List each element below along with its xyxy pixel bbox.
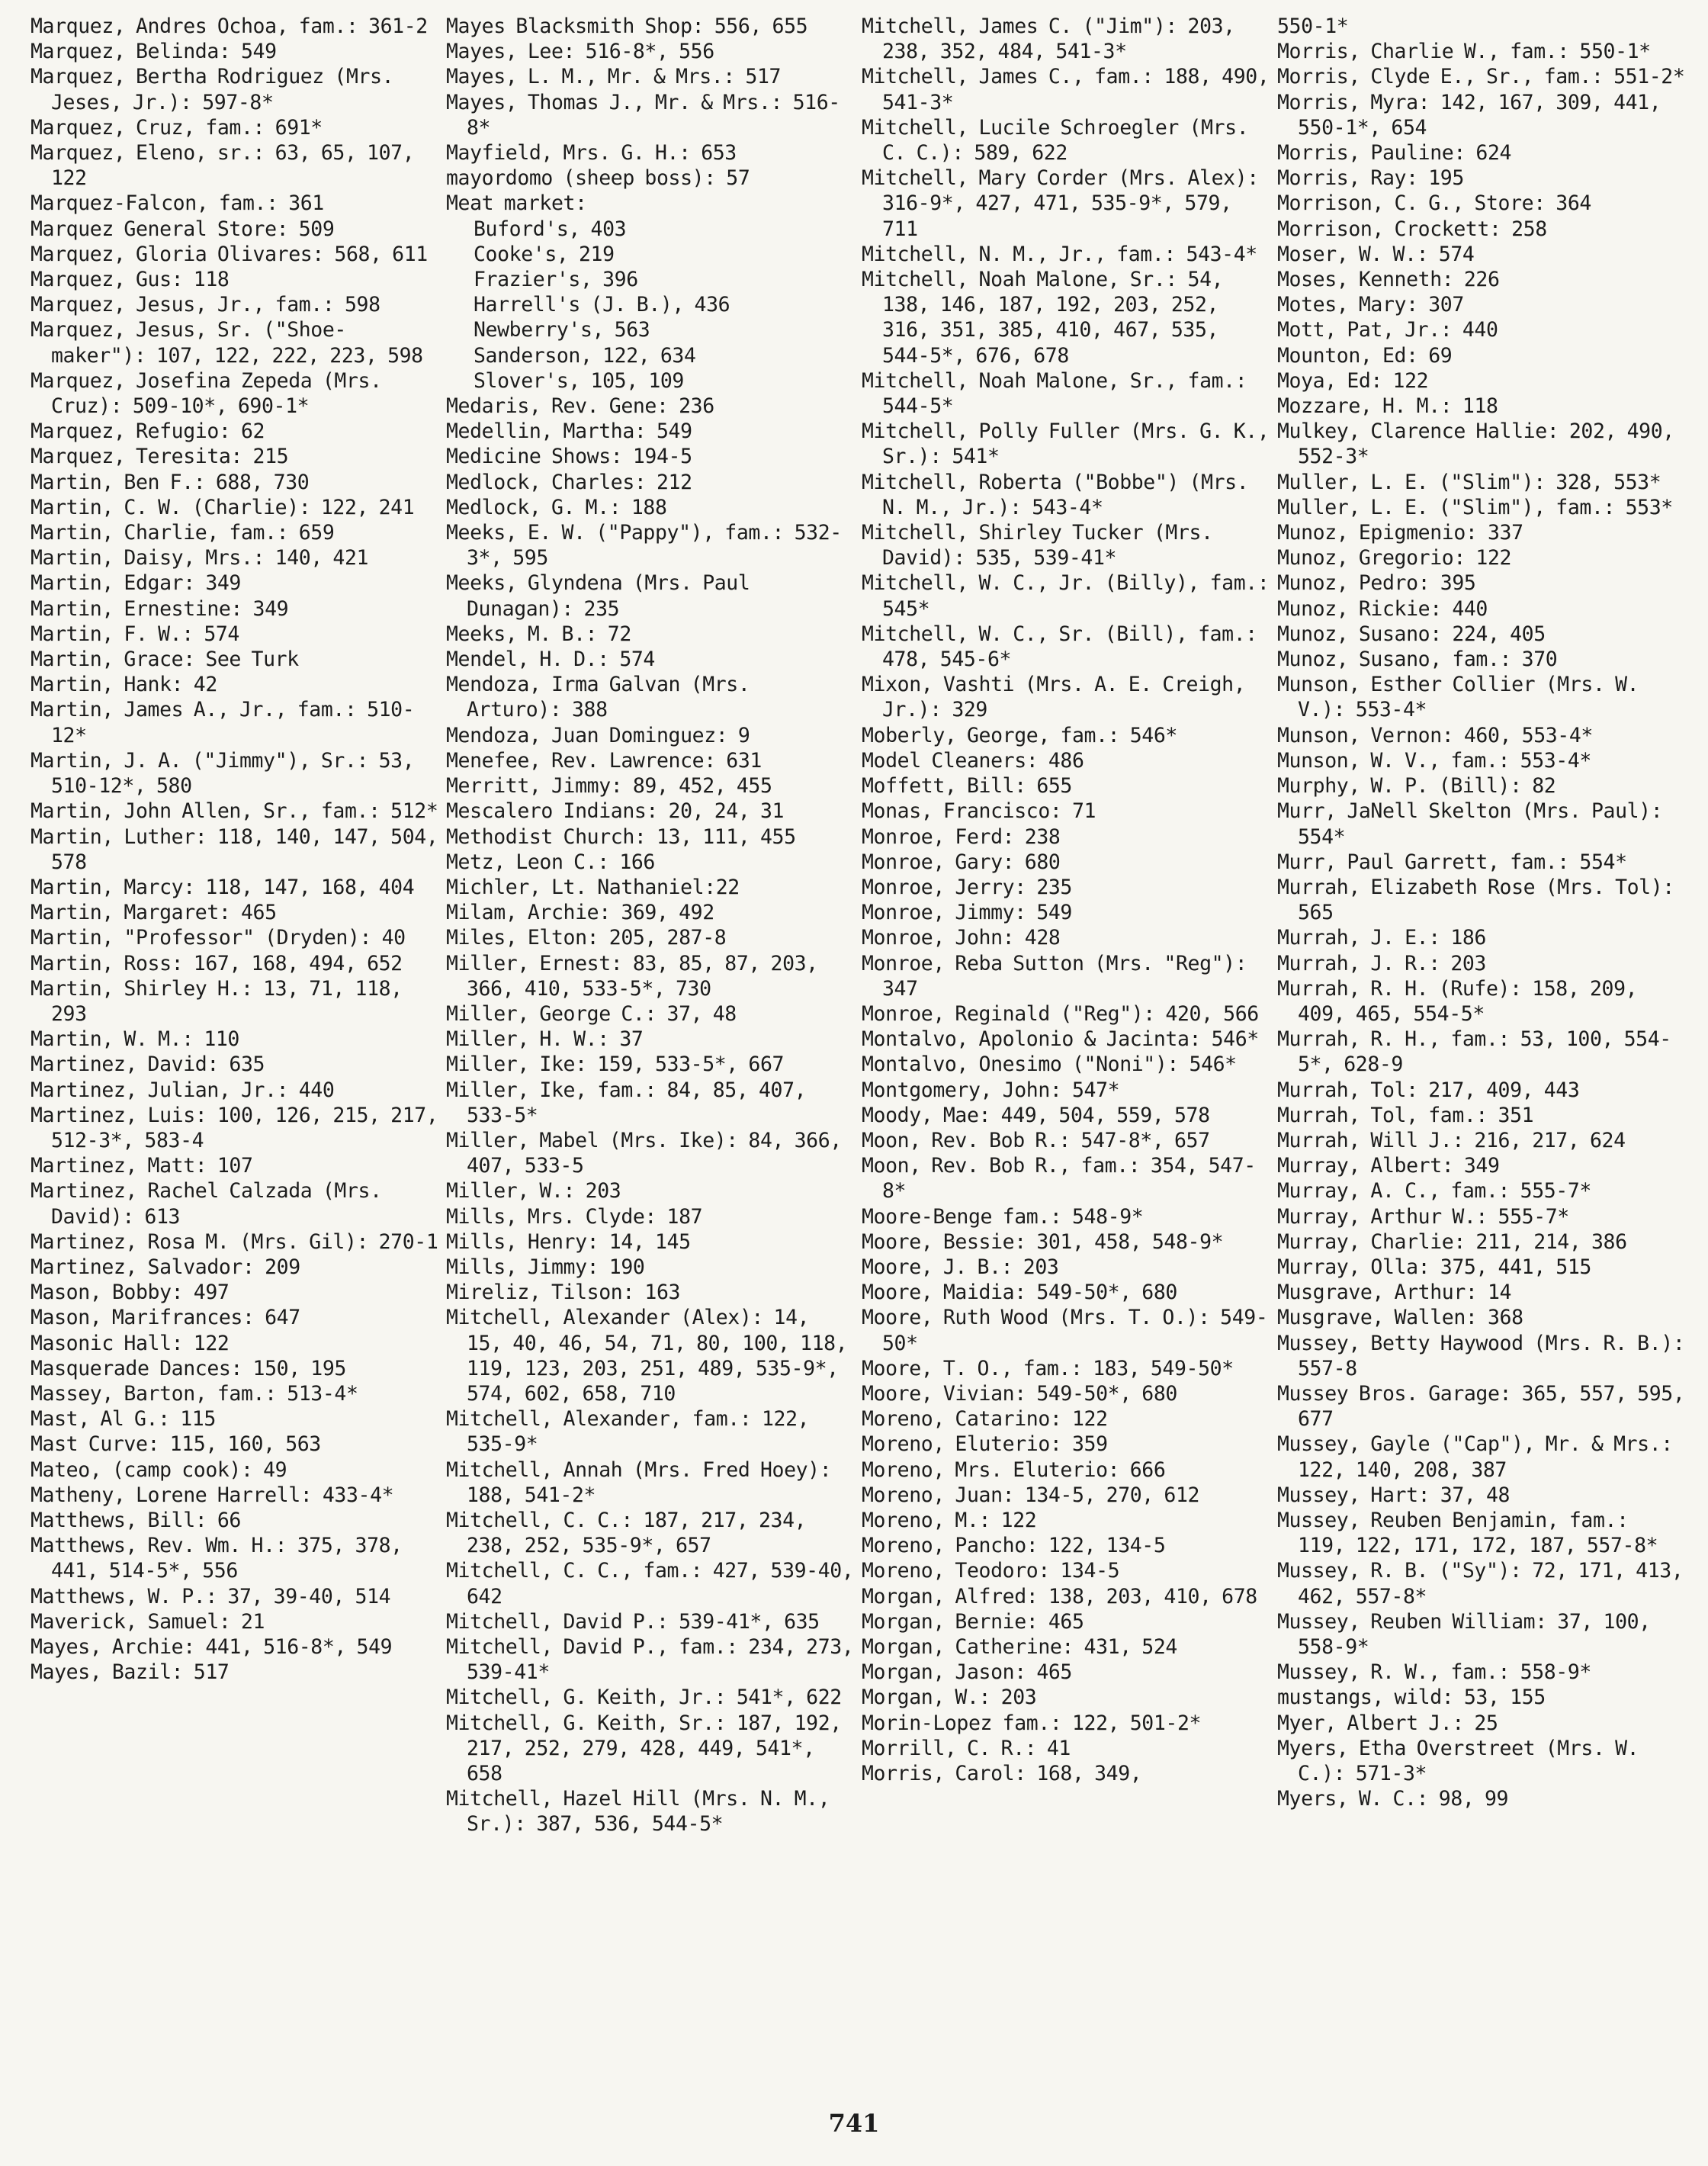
index-entry: Mixon, Vashti (Mrs. A. E. Creigh, Jr.): 329	[862, 673, 1246, 722]
index-entry: Mitchell, Lucile Schroegler (Mrs. C. C.): 589, 622	[862, 115, 1249, 166]
index-entry: Mendel, H. D.: 574	[446, 648, 655, 672]
index-entry: Moreno, M.: 122	[862, 1508, 1037, 1532]
index-entry: Martin, C. W. (Charlie): 122, 241	[30, 495, 415, 519]
index-entry: Murrah, Tol: 217, 409, 443	[1277, 1078, 1580, 1102]
index-entry: Moody, Mae: 449, 504, 559, 578	[862, 1103, 1210, 1127]
index-entry: Mitchell, W. C., Sr. (Bill), fam.: 478, 545-6*	[862, 622, 1257, 672]
index-entry: Matthews, Bill: 66	[30, 1508, 241, 1532]
index-entry: Marquez, Cruz, fam.: 691*	[30, 115, 323, 140]
index-entry: Mitchell, Polly Fuller (Mrs. G. K., Sr.): 541*	[862, 419, 1270, 469]
index-entry: Moore, Vivian: 549-50*, 680	[862, 1381, 1177, 1406]
index-entry: Mitchell, Noah Malone, Sr., fam.: 544-5*	[862, 368, 1247, 419]
index-entry: Marquez, Teresita: 215	[30, 445, 289, 469]
index-entry: mustangs, wild: 53, 155	[1277, 1686, 1546, 1710]
index-entry: Mitchell, James C. ("Jim"): 203, 238, 352, 484, 541-3*	[862, 14, 1235, 64]
index-entry: Mozzare, H. M.: 118	[1277, 394, 1498, 419]
index-entry: Munoz, Epigmenio: 337	[1277, 521, 1523, 545]
index-entry: Morris, Pauline: 624	[1277, 141, 1512, 166]
index-entry: Martinez, Rachel Calzada (Mrs. David): 613	[30, 1179, 382, 1229]
index-entry: Merritt, Jimmy: 89, 452, 455	[446, 774, 772, 799]
index-entry: Murrah, J. E.: 186	[1277, 926, 1486, 950]
index-entry: Moore, Maidia: 549-50*, 680	[862, 1281, 1177, 1305]
index-entry: Medicine Shows: 194-5	[446, 445, 692, 469]
index-entry: Morgan, Bernie: 465	[862, 1609, 1084, 1634]
index-entry: Munoz, Rickie: 440	[1277, 596, 1488, 621]
index-entry: Miller, George C.: 37, 48	[446, 1001, 737, 1026]
index-entry: Munoz, Susano: 224, 405	[1277, 622, 1546, 646]
index-entry: Martin, Ross: 167, 168, 494, 652	[30, 951, 403, 975]
index-entry: Moreno, Pancho: 122, 134-5	[862, 1534, 1166, 1558]
index-entry: Matthews, Rev. Wm. H.: 375, 378, 441, 514-5*, 556	[30, 1534, 403, 1583]
index-entry: Martinez, Salvador: 209	[30, 1255, 300, 1279]
index-entry: Martin, Charlie, fam.: 659	[30, 521, 335, 545]
index-entry: Martin, Luther: 118, 140, 147, 504, 578	[30, 824, 438, 874]
index-entry: Mussey, Reuben William: 37, 100, 558-9*	[1277, 1609, 1651, 1659]
index-entry: Milam, Archie: 369, 492	[446, 901, 714, 925]
index-entry: Mitchell, Shirley Tucker (Mrs. David): 535, 539-41*	[862, 521, 1213, 570]
index-entry: Marquez, Belinda: 549	[30, 40, 277, 64]
index-entry: Mitchell, W. C., Jr. (Billy), fam.: 545*	[862, 571, 1270, 621]
index-entry: Musgrave, Wallen: 368	[1277, 1306, 1523, 1330]
index-entry: Mireliz, Tilson: 163	[446, 1281, 681, 1305]
index-entry: Murray, Arthur W.: 555-7*	[1277, 1204, 1569, 1229]
index-entry: Miller, W.: 203	[446, 1179, 621, 1204]
index-entry: Model Cleaners: 486	[862, 748, 1084, 773]
index-entry: Moses, Kenneth: 226	[1277, 268, 1500, 292]
index-entry: Martin, Daisy, Mrs.: 140, 421	[30, 546, 369, 570]
index-entry: Sanderson, 122, 634	[474, 343, 696, 368]
index-entry: Miller, Mabel (Mrs. Ike): 84, 366, 407, 533-5	[446, 1128, 842, 1178]
index-entry: Mayes, Archie: 441, 516-8*, 549	[30, 1635, 393, 1659]
index-entry: Morris, Myra: 142, 167, 309, 441, 550-1*, 654	[1277, 90, 1661, 140]
index-entry: Musgrave, Arthur: 14	[1277, 1281, 1512, 1305]
index-entry: Monroe, Reginald ("Reg"): 420, 566	[862, 1001, 1259, 1026]
index-entry: Harrell's (J. B.), 436	[474, 293, 730, 317]
index-entry: Murrah, Will J.: 216, 217, 624	[1277, 1128, 1626, 1152]
index-entry: Mussey, Reuben Benjamin, fam.: 119, 122, 171, 172, 187, 557-8*	[1277, 1508, 1658, 1558]
index-entry: Monroe, Jerry: 235	[862, 875, 1072, 899]
index-entry: Moreno, Teodoro: 134-5	[862, 1559, 1120, 1583]
index-entry: Meat market:	[446, 191, 587, 216]
index-entry: Miller, Ike, fam.: 84, 85, 407, 533-5*	[446, 1078, 807, 1127]
index-entry: Mitchell, C. C.: 187, 217, 234, 238, 252, 535-9*, 657	[446, 1508, 807, 1558]
index-entry: Martin, Hank: 42	[30, 673, 217, 697]
index-entry: Moore, T. O., fam.: 183, 549-50*	[862, 1356, 1234, 1380]
index-entry: Mitchell, G. Keith, Sr.: 187, 192, 217, 252, 279, 428, 449, 541*, 658	[446, 1711, 842, 1786]
index-entry: Miller, Ike: 159, 533-5*, 667	[446, 1052, 785, 1077]
index-entry: Medlock, Charles: 212	[446, 470, 692, 494]
index-entry: Martin, "Professor" (Dryden): 40	[30, 926, 406, 950]
index-entry: Munson, Esther Collier (Mrs. W. V.): 553-4*	[1277, 673, 1639, 722]
index-entry: Mitchell, Noah Malone, Sr.: 54, 138, 146, 187, 192, 203, 252, 316, 351, 385, 410, 467, 535, 544-5*, 676, 678	[862, 268, 1224, 368]
index-entry: Mott, Pat, Jr.: 440	[1277, 318, 1498, 342]
index-entry: Menefee, Rev. Lawrence: 631	[446, 748, 762, 773]
index-entry: Murray, Charlie: 211, 214, 386	[1277, 1229, 1627, 1254]
index-entry: Martinez, Julian, Jr.: 440	[30, 1078, 335, 1102]
index-entry: 550-1*	[1277, 14, 1349, 38]
index-entry: Moore-Benge fam.: 548-9*	[862, 1204, 1144, 1229]
index-entry: Morgan, Alfred: 138, 203, 410, 678	[862, 1584, 1257, 1608]
index-entry: Martinez, Rosa M. (Mrs. Gil): 270-1	[30, 1229, 438, 1254]
index-entry: Meeks, E. W. ("Pappy"), fam.: 532-3*, 595	[446, 521, 842, 570]
index-entry: Morrill, C. R.: 41	[862, 1736, 1071, 1760]
index-entry: Mitchell, Hazel Hill (Mrs. N. M., Sr.): 387, 536, 544-5*	[446, 1787, 830, 1837]
index-entry: Masonic Hall: 122	[30, 1331, 230, 1355]
index-entry: Mills, Henry: 14, 145	[446, 1229, 691, 1254]
index-entry: Marquez, Andres Ochoa, fam.: 361-2	[30, 14, 428, 38]
index-column-2	[446, 14, 854, 1837]
index-entry: Moreno, Eluterio: 359	[862, 1432, 1108, 1457]
index-entry: Medellin, Martha: 549	[446, 419, 692, 444]
index-entry: Morris, Clyde E., Sr., fam.: 551-2*	[1277, 65, 1685, 89]
index-entry: Methodist Church: 13, 111, 455	[446, 824, 796, 849]
index-entry: Mills, Jimmy: 190	[446, 1255, 645, 1279]
index-entry: Mast Curve: 115, 160, 563	[30, 1432, 321, 1457]
index-entry: Morin-Lopez fam.: 122, 501-2*	[862, 1711, 1202, 1735]
index-entry: Murrah, R. H. (Rufe): 158, 209, 409, 465, 554-5*	[1277, 976, 1638, 1026]
index-entry: Munoz, Gregorio: 122	[1277, 546, 1512, 570]
index-entry: Medlock, G. M.: 188	[446, 495, 667, 519]
index-column-4	[1277, 14, 1685, 1811]
index-entry: Mussey, R. W., fam.: 558-9*	[1277, 1660, 1591, 1685]
index-entry: Mitchell, David P., fam.: 234, 273, 539-41*	[446, 1635, 854, 1685]
index-entry: Slover's, 105, 109	[474, 368, 684, 393]
index-entry: Michler, Lt. Nathaniel:22	[446, 875, 740, 899]
index-entry: Mitchell, David P.: 539-41*, 635	[446, 1609, 820, 1634]
page-number: 741	[828, 2109, 880, 2138]
index-entry: Martin, John Allen, Sr., fam.: 512*	[30, 799, 438, 824]
index-entry: Moberly, George, fam.: 546*	[862, 723, 1177, 747]
index-entry: Maverick, Samuel: 21	[30, 1609, 265, 1634]
index-entry: Montalvo, Onesimo ("Noni"): 546*	[862, 1052, 1237, 1077]
index-entry: Marquez General Store: 509	[30, 217, 335, 241]
index-entry: Muller, L. E. ("Slim"), fam.: 553*	[1277, 495, 1673, 519]
index-entry: Moreno, Catarino: 122	[862, 1407, 1108, 1432]
index-entry: Mitchell, Roberta ("Bobbe") (Mrs. N. M., Jr.): 543-4*	[862, 470, 1249, 519]
index-entry: Mendoza, Irma Galvan (Mrs. Arturo): 388	[446, 673, 750, 722]
index-entry: Montgomery, John: 547*	[862, 1078, 1120, 1102]
index-entry: Motes, Mary: 307	[1277, 293, 1464, 317]
index-entry: Mayes Blacksmith Shop: 556, 655	[446, 14, 808, 38]
index-entry: Marquez, Eleno, sr.: 63, 65, 107, 122	[30, 141, 415, 191]
index-entry: Cooke's, 219	[474, 242, 615, 266]
index-entry: Metz, Leon C.: 166	[446, 850, 655, 874]
index-entry: Martin, J. A. ("Jimmy"), Sr.: 53, 510-12*, 580	[30, 748, 415, 799]
index-entry: Myers, Etha Overstreet (Mrs. W. C.): 571-3*	[1277, 1736, 1639, 1786]
index-entry: Muller, L. E. ("Slim"): 328, 553*	[1277, 470, 1661, 494]
index-entry: Mussey, Betty Haywood (Mrs. R. B.): 557-8	[1277, 1331, 1685, 1380]
index-entry: Myers, W. C.: 98, 99	[1277, 1787, 1509, 1811]
index-entry: Marquez, Jesus, Jr., fam.: 598	[30, 293, 380, 317]
index-entry: Munson, W. V., fam.: 553-4*	[1277, 748, 1591, 773]
index-entry: Mitchell, G. Keith, Jr.: 541*, 622	[446, 1686, 842, 1710]
index-entry: Murr, JaNell Skelton (Mrs. Paul): 554*	[1277, 799, 1663, 849]
index-entry: Mussey, Hart: 37, 48	[1277, 1483, 1511, 1507]
index-entry: Mason, Bobby: 497	[30, 1281, 230, 1305]
index-entry: Mulkey, Clarence Hallie: 202, 490, 552-3*	[1277, 419, 1674, 469]
index-entry: Mussey Bros. Garage: 365, 557, 595, 677	[1277, 1381, 1685, 1432]
index-entry: Murrah, R. H., fam.: 53, 100, 554-5*, 628-9	[1277, 1027, 1671, 1077]
index-entry: Myer, Albert J.: 25	[1277, 1711, 1498, 1735]
index-entry: Moreno, Mrs. Eluterio: 666	[862, 1457, 1166, 1482]
index-entry: Morris, Ray: 195	[1277, 166, 1464, 191]
index-entry: Moon, Rev. Bob R.: 547-8*, 657	[862, 1128, 1210, 1152]
index-entry: Murrah, Tol, fam.: 351	[1277, 1103, 1534, 1127]
index-entry: Frazier's, 396	[474, 268, 638, 292]
index-entry: Monroe, Ferd: 238	[862, 824, 1061, 849]
index-entry: Miller, H. W.: 37	[446, 1027, 644, 1052]
index-entry: Munoz, Pedro: 395	[1277, 571, 1476, 596]
index-entry: Morris, Charlie W., fam.: 550-1*	[1277, 40, 1651, 64]
index-entry: Mills, Mrs. Clyde: 187	[446, 1204, 703, 1229]
index-entry: Martinez, Matt: 107	[30, 1154, 253, 1178]
index-entry: Moore, Bessie: 301, 458, 548-9*	[862, 1229, 1224, 1254]
index-entry: Murr, Paul Garrett, fam.: 554*	[1277, 850, 1627, 874]
index-entry: Mayes, Lee: 516-8*, 556	[446, 40, 714, 64]
index-entry: Moon, Rev. Bob R., fam.: 354, 547-8*	[862, 1154, 1256, 1204]
index-entry: Moser, W. W.: 574	[1277, 242, 1475, 266]
index-entry: Monroe, Jimmy: 549	[862, 901, 1072, 925]
index-entry: Mescalero Indians: 20, 24, 31	[446, 799, 785, 824]
index-entry: Morgan, W.: 203	[862, 1686, 1037, 1710]
index-entry: Mast, Al G.: 115	[30, 1407, 216, 1432]
index-entry: Mitchell, Alexander (Alex): 14, 15, 40, 46, 54, 71, 80, 100, 118, 119, 123, 203, 251, 489, 535-9*, 574, 602, 658, 710	[446, 1306, 848, 1406]
index-entry: Monroe, Gary: 680	[862, 850, 1061, 874]
index-entry: Mitchell, C. C., fam.: 427, 539-40, 642	[446, 1559, 854, 1608]
index-entry: Morgan, Catherine: 431, 524	[862, 1635, 1177, 1659]
index-entry: Moore, J. B.: 203	[862, 1255, 1059, 1279]
index-entry: Meeks, Glyndena (Mrs. Paul Dunagan): 235	[446, 571, 750, 621]
index-entry: Martin, Ernestine: 349	[30, 596, 289, 621]
index-entry: Marquez, Gus: 118	[30, 268, 230, 292]
index-entry: Martinez, David: 635	[30, 1052, 265, 1077]
index-entry: Mitchell, James C., fam.: 188, 490, 541-3*	[862, 65, 1270, 114]
index-column-3	[862, 14, 1270, 1786]
index-entry: Mayes, L. M., Mr. & Mrs.: 517	[446, 65, 782, 89]
index-columns	[30, 14, 1693, 2088]
index-entry: Murphy, W. P. (Bill): 82	[1277, 774, 1556, 799]
index-entry: Martin, Marcy: 118, 147, 168, 404	[30, 875, 415, 899]
index-entry: Mounton, Ed: 69	[1277, 343, 1453, 368]
index-entry: Mussey, Gayle ("Cap"), Mr. & Mrs.: 122, 140, 208, 387	[1277, 1432, 1673, 1482]
index-entry: Moya, Ed: 122	[1277, 368, 1429, 393]
index-entry: Morrison, C. G., Store: 364	[1277, 191, 1591, 216]
index-entry: Morrison, Crockett: 258	[1277, 217, 1547, 241]
index-entry: Mateo, (camp cook): 49	[30, 1457, 287, 1482]
index-entry: Monroe, Reba Sutton (Mrs. "Reg"): 347	[862, 951, 1247, 1001]
index-entry: Mitchell, Alexander, fam.: 122, 535-9*	[446, 1407, 810, 1457]
index-entry: Martin, Grace: See Turk	[30, 648, 299, 672]
index-entry: Matthews, W. P.: 37, 39-40, 514	[30, 1584, 391, 1608]
index-entry: Matheny, Lorene Harrell: 433-4*	[30, 1483, 394, 1507]
index-entry: Munoz, Susano, fam.: 370	[1277, 648, 1558, 672]
index-entry: Masquerade Dances: 150, 195	[30, 1356, 346, 1380]
index-entry: Mayes, Bazil: 517	[30, 1660, 230, 1685]
index-entry: Marquez, Josefina Zepeda (Mrs. Cruz): 509-10*, 690-1*	[30, 368, 382, 419]
index-entry: Mitchell, Annah (Mrs. Fred Hoey): 188, 541-2*	[446, 1457, 832, 1507]
index-entry: Moreno, Juan: 134-5, 270, 612	[862, 1483, 1200, 1507]
index-entry: Martinez, Luis: 100, 126, 215, 217, 512-3*, 583-4	[30, 1103, 438, 1152]
index-entry: Mayes, Thomas J., Mr. & Mrs.: 516-8*	[446, 90, 840, 140]
index-entry: Murray, A. C., fam.: 555-7*	[1277, 1179, 1591, 1204]
index-entry: Mayfield, Mrs. G. H.: 653	[446, 141, 737, 166]
index-entry: Murrah, J. R.: 203	[1277, 951, 1486, 975]
index-entry: Martin, F. W.: 574	[30, 622, 239, 646]
index-entry: Monroe, John: 428	[862, 926, 1061, 950]
index-entry: Morris, Carol: 168, 349,	[862, 1762, 1142, 1786]
index-entry: Marquez, Jesus, Sr. ("Shoe-maker"): 107, 122, 222, 223, 598	[30, 318, 423, 368]
index-entry: Marquez, Gloria Olivares: 568, 611	[30, 242, 428, 266]
index-entry: Martin, Edgar: 349	[30, 571, 241, 596]
index-entry: Moffett, Bill: 655	[862, 774, 1072, 799]
index-entry: Miller, Ernest: 83, 85, 87, 203, 366, 410, 533-5*, 730	[446, 951, 818, 1001]
index-entry: Martin, W. M.: 110	[30, 1027, 239, 1052]
index-entry: Martin, James A., Jr., fam.: 510-12*	[30, 698, 415, 747]
index-entry: Newberry's, 563	[474, 318, 650, 342]
index-entry: Marquez, Refugio: 62	[30, 419, 265, 444]
index-entry: Murray, Olla: 375, 441, 515	[1277, 1255, 1591, 1279]
index-entry: Martin, Shirley H.: 13, 71, 118, 293	[30, 976, 403, 1026]
index-entry: Martin, Margaret: 465	[30, 901, 277, 925]
index-entry: Monas, Francisco: 71	[862, 799, 1096, 824]
index-entry: Mason, Marifrances: 647	[30, 1306, 300, 1330]
index-entry: Marquez-Falcon, fam.: 361	[30, 191, 324, 216]
index-entry: Montalvo, Apolonio & Jacinta: 546*	[862, 1027, 1259, 1052]
index-entry: Mussey, R. B. ("Sy"): 72, 171, 413, 462, 557-8*	[1277, 1559, 1684, 1608]
index-entry: Mitchell, N. M., Jr., fam.: 543-4*	[862, 242, 1257, 266]
index-entry: Medaris, Rev. Gene: 236	[446, 394, 714, 419]
index-column-1	[30, 14, 438, 1685]
index-entry: Marquez, Bertha Rodriguez (Mrs. Jeses, Jr.): 597-8*	[30, 65, 394, 114]
index-entry: Buford's, 403	[474, 217, 627, 241]
index-entry: Munson, Vernon: 460, 553-4*	[1277, 723, 1593, 747]
index-entry: Morgan, Jason: 465	[862, 1660, 1072, 1685]
index-entry: Mitchell, Mary Corder (Mrs. Alex): 316-9*, 427, 471, 535-9*, 579, 711	[862, 166, 1259, 241]
index-entry: Martin, Ben F.: 688, 730	[30, 470, 310, 494]
index-entry: mayordomo (sheep boss): 57	[446, 166, 750, 191]
index-entry: Meeks, M. B.: 72	[446, 622, 631, 646]
index-entry: Miles, Elton: 205, 287-8	[446, 926, 727, 950]
index-entry: Mendoza, Juan Dominguez: 9	[446, 723, 750, 747]
index-entry: Murray, Albert: 349	[1277, 1154, 1500, 1178]
index-entry: Murrah, Elizabeth Rose (Mrs. Tol): 565	[1277, 875, 1674, 925]
index-entry: Massey, Barton, fam.: 513-4*	[30, 1381, 358, 1406]
index-entry: Moore, Ruth Wood (Mrs. T. O.): 549-50*	[862, 1306, 1268, 1355]
